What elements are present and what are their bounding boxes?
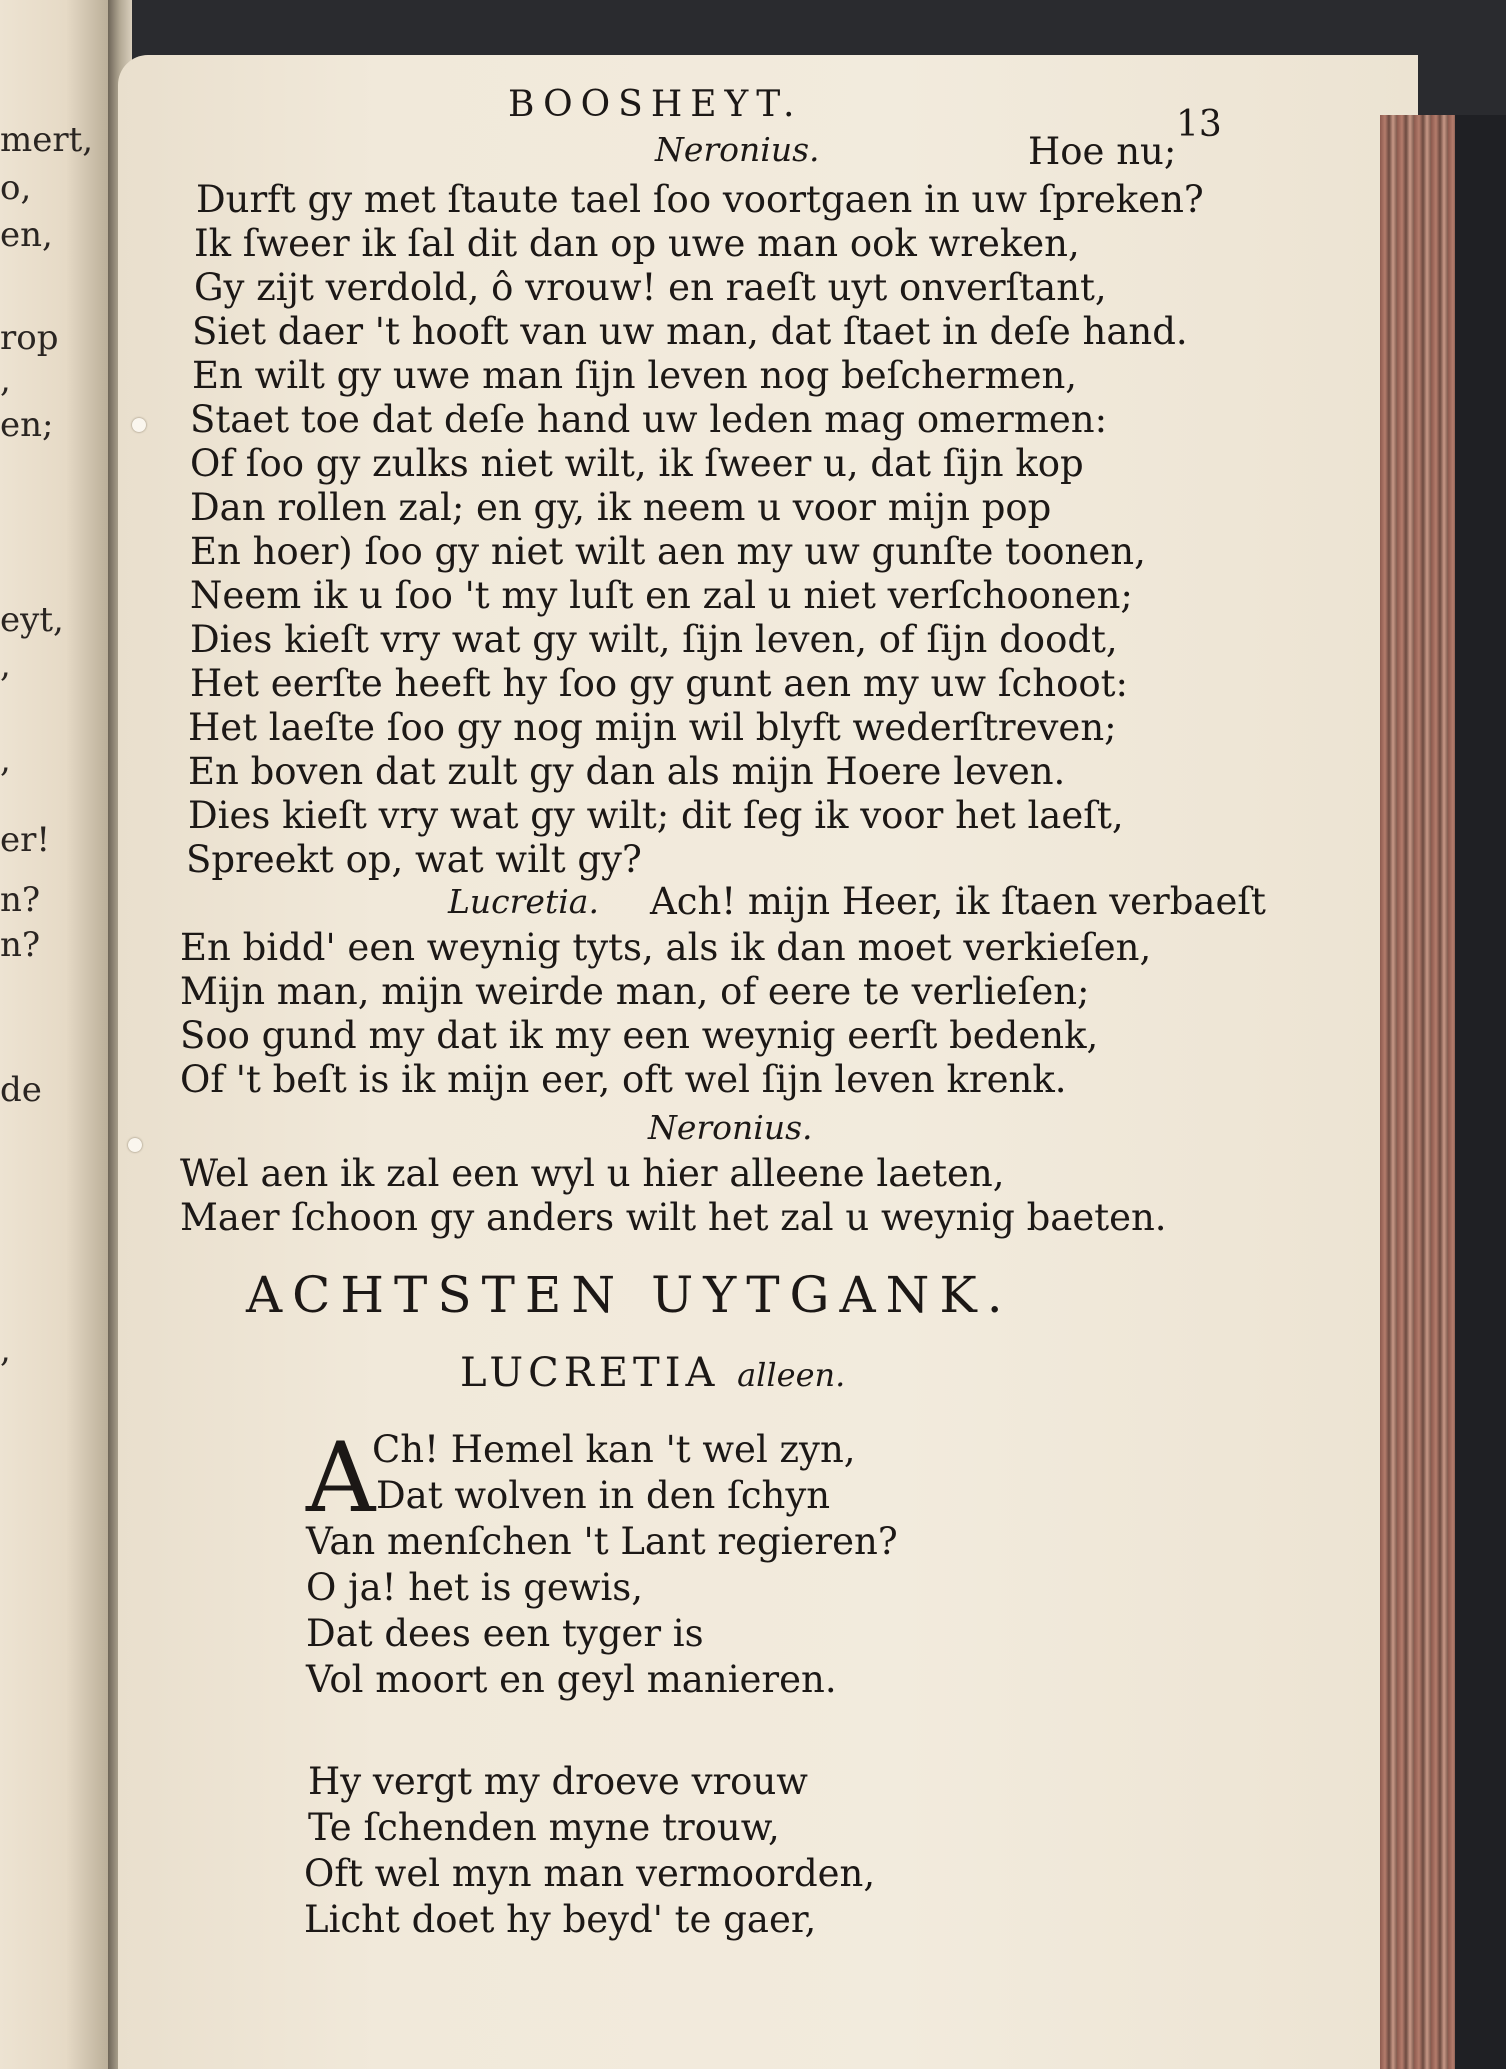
- left-page-fragment: en,: [0, 215, 53, 255]
- verse-line: Durft gy met ſtaute tael ſoo voortgaen in uw ſpreken?: [196, 178, 1204, 221]
- scene-heading: ACHTSTEN UYTGANK.: [246, 1266, 1013, 1324]
- left-page-fragment: mert,: [0, 120, 94, 160]
- stage-direction: alleen.: [737, 1356, 846, 1394]
- page-number: 13: [1176, 104, 1222, 145]
- verse-line: Ch! Hemel kan 't wel zyn,: [372, 1428, 856, 1471]
- verse-line: Neem ik u ſoo 't my luſt en zal u niet verſchoonen;: [190, 574, 1133, 617]
- page-fore-edge: [1380, 115, 1460, 2069]
- verse-line: Dies kieſt vry wat gy wilt; dit ſeg ik voor het laeſt,: [188, 794, 1124, 837]
- verse-line: Vol moort en geyl manieren.: [306, 1658, 837, 1701]
- left-page-fragment: eyt,: [0, 600, 64, 640]
- verse-line: En bidd' een weynig tyts, als ik dan moet verkieſen,: [180, 926, 1152, 969]
- left-page-fragment: ,: [0, 360, 11, 400]
- left-page-fragment: ,: [0, 645, 11, 685]
- verse-line: Ik ſweer ik ſal dit dan op uwe man ook wreken,: [194, 222, 1080, 265]
- verse-line: En hoer) ſoo gy niet wilt aen my uw gunſte toonen,: [190, 530, 1146, 573]
- verse-line: En boven dat zult gy dan als mijn Hoere leven.: [188, 750, 1066, 793]
- left-page-fragment: rop: [0, 318, 59, 358]
- verse-line: Ach! mijn Heer, ik ſtaen verbaeſt: [650, 880, 1266, 923]
- verse-line: Dan rollen zal; en gy, ik neem u voor mijn pop: [190, 486, 1052, 529]
- verse-line: Of 't beſt is ik mijn eer, oft wel ſijn leven krenk.: [180, 1058, 1067, 1101]
- background-shadow: [1455, 115, 1506, 2069]
- verse-line: Spreekt op, wat wilt gy?: [186, 838, 642, 881]
- verse-line: Oft wel myn man vermoorden,: [304, 1852, 876, 1895]
- verse-line: Of ſoo gy zulks niet wilt, ik ſweer u, dat ſijn kop: [190, 442, 1084, 485]
- page-hole: [128, 1138, 142, 1152]
- verse-line: Staet toe dat deſe hand uw leden mag omermen:: [190, 398, 1108, 441]
- left-page-fragment: o,: [0, 168, 32, 208]
- verse-line: O ja! het is gewis,: [306, 1566, 644, 1609]
- verse-line: Te ſchenden myne trouw,: [308, 1806, 780, 1849]
- verse-line: Hy vergt my droeve vrouw: [308, 1760, 808, 1803]
- left-page-fragment: de: [0, 1070, 42, 1110]
- verse-line: En wilt gy uwe man ſijn leven nog beſchermen,: [192, 354, 1078, 397]
- left-page-fragment: n?: [0, 880, 41, 920]
- verse-line: Licht doet hy beyd' te gaer,: [304, 1898, 817, 1941]
- drop-cap: A: [306, 1422, 376, 1534]
- speaker-name: Neronius.: [648, 1108, 813, 1147]
- verse-line: Hoe nu;: [1028, 130, 1177, 173]
- left-page-fragment: n?: [0, 925, 41, 965]
- verse-line: Dat wolven in den ſchyn: [376, 1474, 831, 1517]
- running-head: BOOSHEYT.: [508, 84, 803, 125]
- verse-line: Mijn man, mijn weirde man, of eere te verlieſen;: [180, 970, 1090, 1013]
- verse-line: Het eerſte heeft hy ſoo gy gunt aen my uw ſchoot:: [190, 662, 1128, 705]
- page-hole: [132, 418, 146, 432]
- verse-line: Het laeſte ſoo gy nog mijn wil blyft wederſtreven;: [188, 706, 1117, 749]
- verse-line: Soo gund my dat ik my een weynig eerſt bedenk,: [180, 1014, 1099, 1057]
- verse-line: Dat dees een tyger is: [306, 1612, 704, 1655]
- verse-line: Siet daer 't hooft van uw man, dat ſtaet in deſe hand.: [192, 310, 1188, 353]
- left-page-fragment: ,: [0, 740, 11, 780]
- verse-line: Van menſchen 't Lant regieren?: [306, 1520, 898, 1563]
- left-page-fragment: ,: [0, 1330, 11, 1370]
- character-name: LUCRETIA: [460, 1350, 720, 1396]
- left-page-fragment: er!: [0, 820, 51, 860]
- left-page: [0, 0, 112, 2069]
- verse-line: Maer ſchoon gy anders wilt het zal u weynig baeten.: [180, 1196, 1167, 1239]
- scene-subheading: [460, 1350, 845, 1396]
- verse-line: Gy zijt verdold, ô vrouw! en raeſt uyt onverſtant,: [194, 266, 1107, 309]
- speaker-name: Lucretia.: [448, 882, 599, 921]
- left-page-fragment: en;: [0, 405, 54, 445]
- speaker-name: Neronius.: [655, 130, 820, 169]
- verse-line: Dies kieſt vry wat gy wilt, ſijn leven, of ſijn doodt,: [190, 618, 1118, 661]
- verse-line: Wel aen ik zal een wyl u hier alleene laeten,: [180, 1152, 1005, 1195]
